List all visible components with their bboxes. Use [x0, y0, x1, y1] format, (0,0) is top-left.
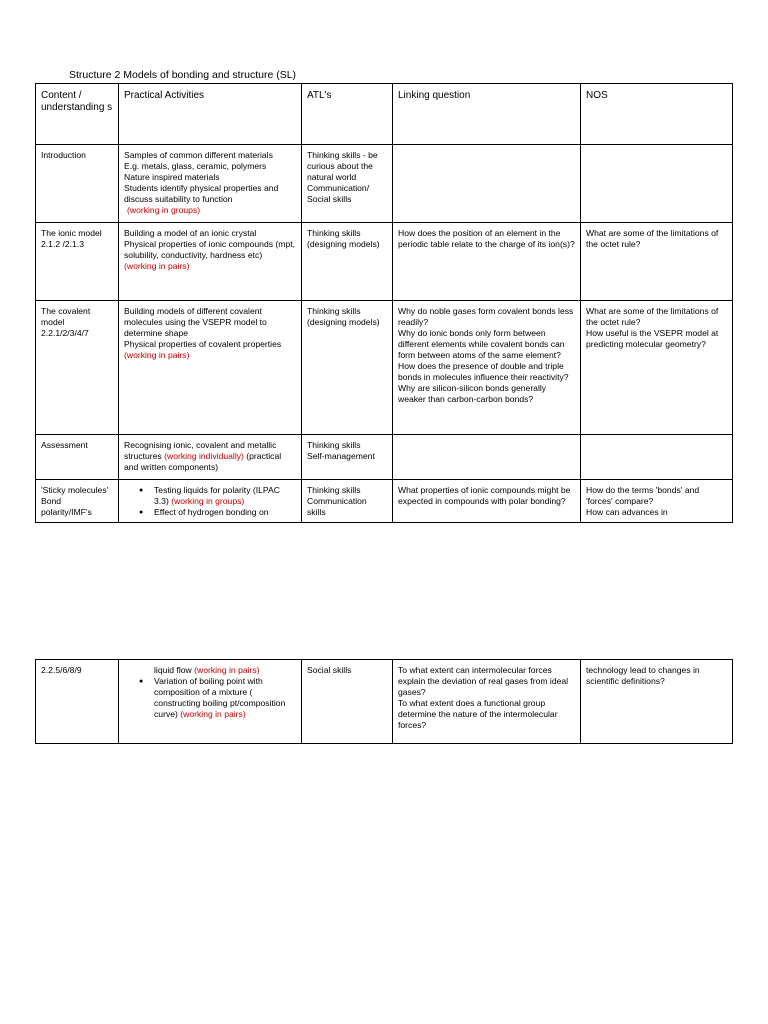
list-item	[154, 485, 296, 507]
row-ionic-atl: Thinking skills (designing models)	[302, 223, 393, 301]
row-assessment-linking	[393, 435, 581, 480]
practical-text: (practical and written components)	[124, 451, 282, 472]
atl-line: Thinking skills	[307, 485, 361, 495]
row-assessment-practical	[119, 435, 302, 480]
row-intro-linking	[393, 145, 581, 223]
activity-text: liquid flow	[154, 665, 192, 675]
nos-question: How useful is the VSEPR model at predicting molecular geometry?	[586, 328, 719, 349]
linking-question: Why are silicon-silicon bonds generally weaker than carbon-carbon bonds?	[398, 383, 547, 404]
practical-text: Recognising ionic, covalent and metallic structures	[124, 440, 277, 461]
table-header-row	[36, 84, 733, 145]
row-assessment-content: Assessment	[36, 435, 119, 480]
syllabus-table-continued	[35, 659, 733, 744]
practical-line: Building models of different covalent molecules using the VSEPR model to determine shape	[124, 306, 267, 338]
practical-line: Building a model of an ionic crystal	[124, 228, 257, 238]
nos-question: How can advances in	[586, 507, 668, 517]
activity-text: Variation of boiling point with composition of a mixture ( constructing boiling pt/composition curve)	[154, 676, 286, 719]
row-covalent-practical	[119, 301, 302, 435]
nos-question: What are some of the limitations of the octet rule?	[586, 306, 719, 327]
linking-question: How does the presence of double and triple bonds in molecules influence their reactivity?	[398, 361, 569, 382]
working-note: (working in groups)	[127, 205, 201, 215]
linking-question: To what extent can intermolecular forces explain the deviation of real gases from ideal gases?	[398, 665, 569, 697]
table-row	[36, 480, 733, 523]
table-row	[36, 223, 733, 301]
practical-line: Students identify physical properties and discuss suitability to function	[124, 183, 279, 204]
row-intro-practical	[119, 145, 302, 223]
list-item	[154, 676, 296, 720]
row-covalent-content: The covalent model 2.2.1/2/3/4/7	[36, 301, 119, 435]
row-continued-atl: Social skills	[302, 660, 393, 744]
page-title: Structure 2 Models of bonding and structure (SL)	[69, 69, 297, 81]
practical-line: Samples of common different materials	[124, 150, 273, 160]
working-note: (working in groups)	[171, 496, 245, 506]
linking-question: Why do noble gases form covalent bonds less readily?	[398, 306, 574, 327]
row-covalent-nos	[581, 301, 733, 435]
list-item	[154, 507, 296, 518]
row-intro-content: Introduction	[36, 145, 119, 223]
activity-text: Effect of hydrogen bonding on	[154, 507, 269, 517]
row-sticky-nos	[581, 480, 733, 523]
table-row	[36, 301, 733, 435]
row-ionic-nos: What are some of the limitations of the octet rule?	[581, 223, 733, 301]
header-atl: ATL's	[302, 84, 393, 145]
row-assessment-atl	[302, 435, 393, 480]
working-note: (working in pairs)	[180, 709, 246, 719]
working-note: (working in pairs)	[124, 350, 190, 360]
header-nos: NOS	[581, 84, 733, 145]
table-row	[36, 435, 733, 480]
row-intro-atl: Thinking skills - be curious about the natural world Communication/ Social skills	[302, 145, 393, 223]
row-assessment-nos	[581, 435, 733, 480]
row-intro-nos	[581, 145, 733, 223]
row-continued-practical	[119, 660, 302, 744]
row-continued-nos: technology lead to changes in scientific definitions?	[581, 660, 733, 744]
nos-question: How do the terms 'bonds' and 'forces' compare?	[586, 485, 700, 506]
activity-list	[124, 485, 296, 518]
list-item	[154, 665, 296, 676]
row-continued-content: 2.2.5/6/8/9	[36, 660, 119, 744]
row-ionic-linking: How does the position of an element in the periodic table relate to the charge of its ion(s)?	[393, 223, 581, 301]
header-content: Content / understanding s	[36, 84, 119, 145]
row-sticky-content: 'Sticky molecules' Bond polarity/IMF's	[36, 480, 119, 523]
row-covalent-linking	[393, 301, 581, 435]
activity-text: Testing liquids for polarity (ILPAC 3.3)	[154, 485, 280, 506]
row-sticky-practical	[119, 480, 302, 523]
table-row	[36, 660, 733, 744]
practical-line: Physical properties of covalent properties	[124, 339, 282, 349]
atl-line: Thinking skills	[307, 440, 361, 450]
working-note: (working in pairs)	[124, 261, 190, 271]
atl-line: Communication skills	[307, 496, 367, 517]
syllabus-table	[35, 83, 733, 523]
linking-question: To what extent does a functional group determine the nature of the intermolecular forces?	[398, 698, 558, 730]
row-continued-linking	[393, 660, 581, 744]
working-note: (working individually)	[164, 451, 244, 461]
row-sticky-atl	[302, 480, 393, 523]
header-linking: Linking question	[393, 84, 581, 145]
activity-list	[124, 665, 296, 720]
row-ionic-practical	[119, 223, 302, 301]
row-sticky-linking: What properties of ionic compounds might be expected in compounds with polar bonding?	[393, 480, 581, 523]
working-note: (working in pairs)	[194, 665, 260, 675]
practical-line: Physical properties of ionic compounds (mpt, solubility, conductivity, hardness etc)	[124, 239, 295, 260]
row-ionic-content: The ionic model 2.1.2 /2.1.3	[36, 223, 119, 301]
table-row	[36, 145, 733, 223]
practical-line: Nature inspired materials	[124, 172, 220, 182]
atl-line: Self-management	[307, 451, 375, 461]
linking-question: Why do ionic bonds only form between different elements while covalent bonds can form between atoms of the same element?	[398, 328, 565, 360]
row-covalent-atl: Thinking skills (designing models)	[302, 301, 393, 435]
practical-line: E.g. metals, glass, ceramic, polymers	[124, 161, 267, 171]
header-practical: Practical Activities	[119, 84, 302, 145]
